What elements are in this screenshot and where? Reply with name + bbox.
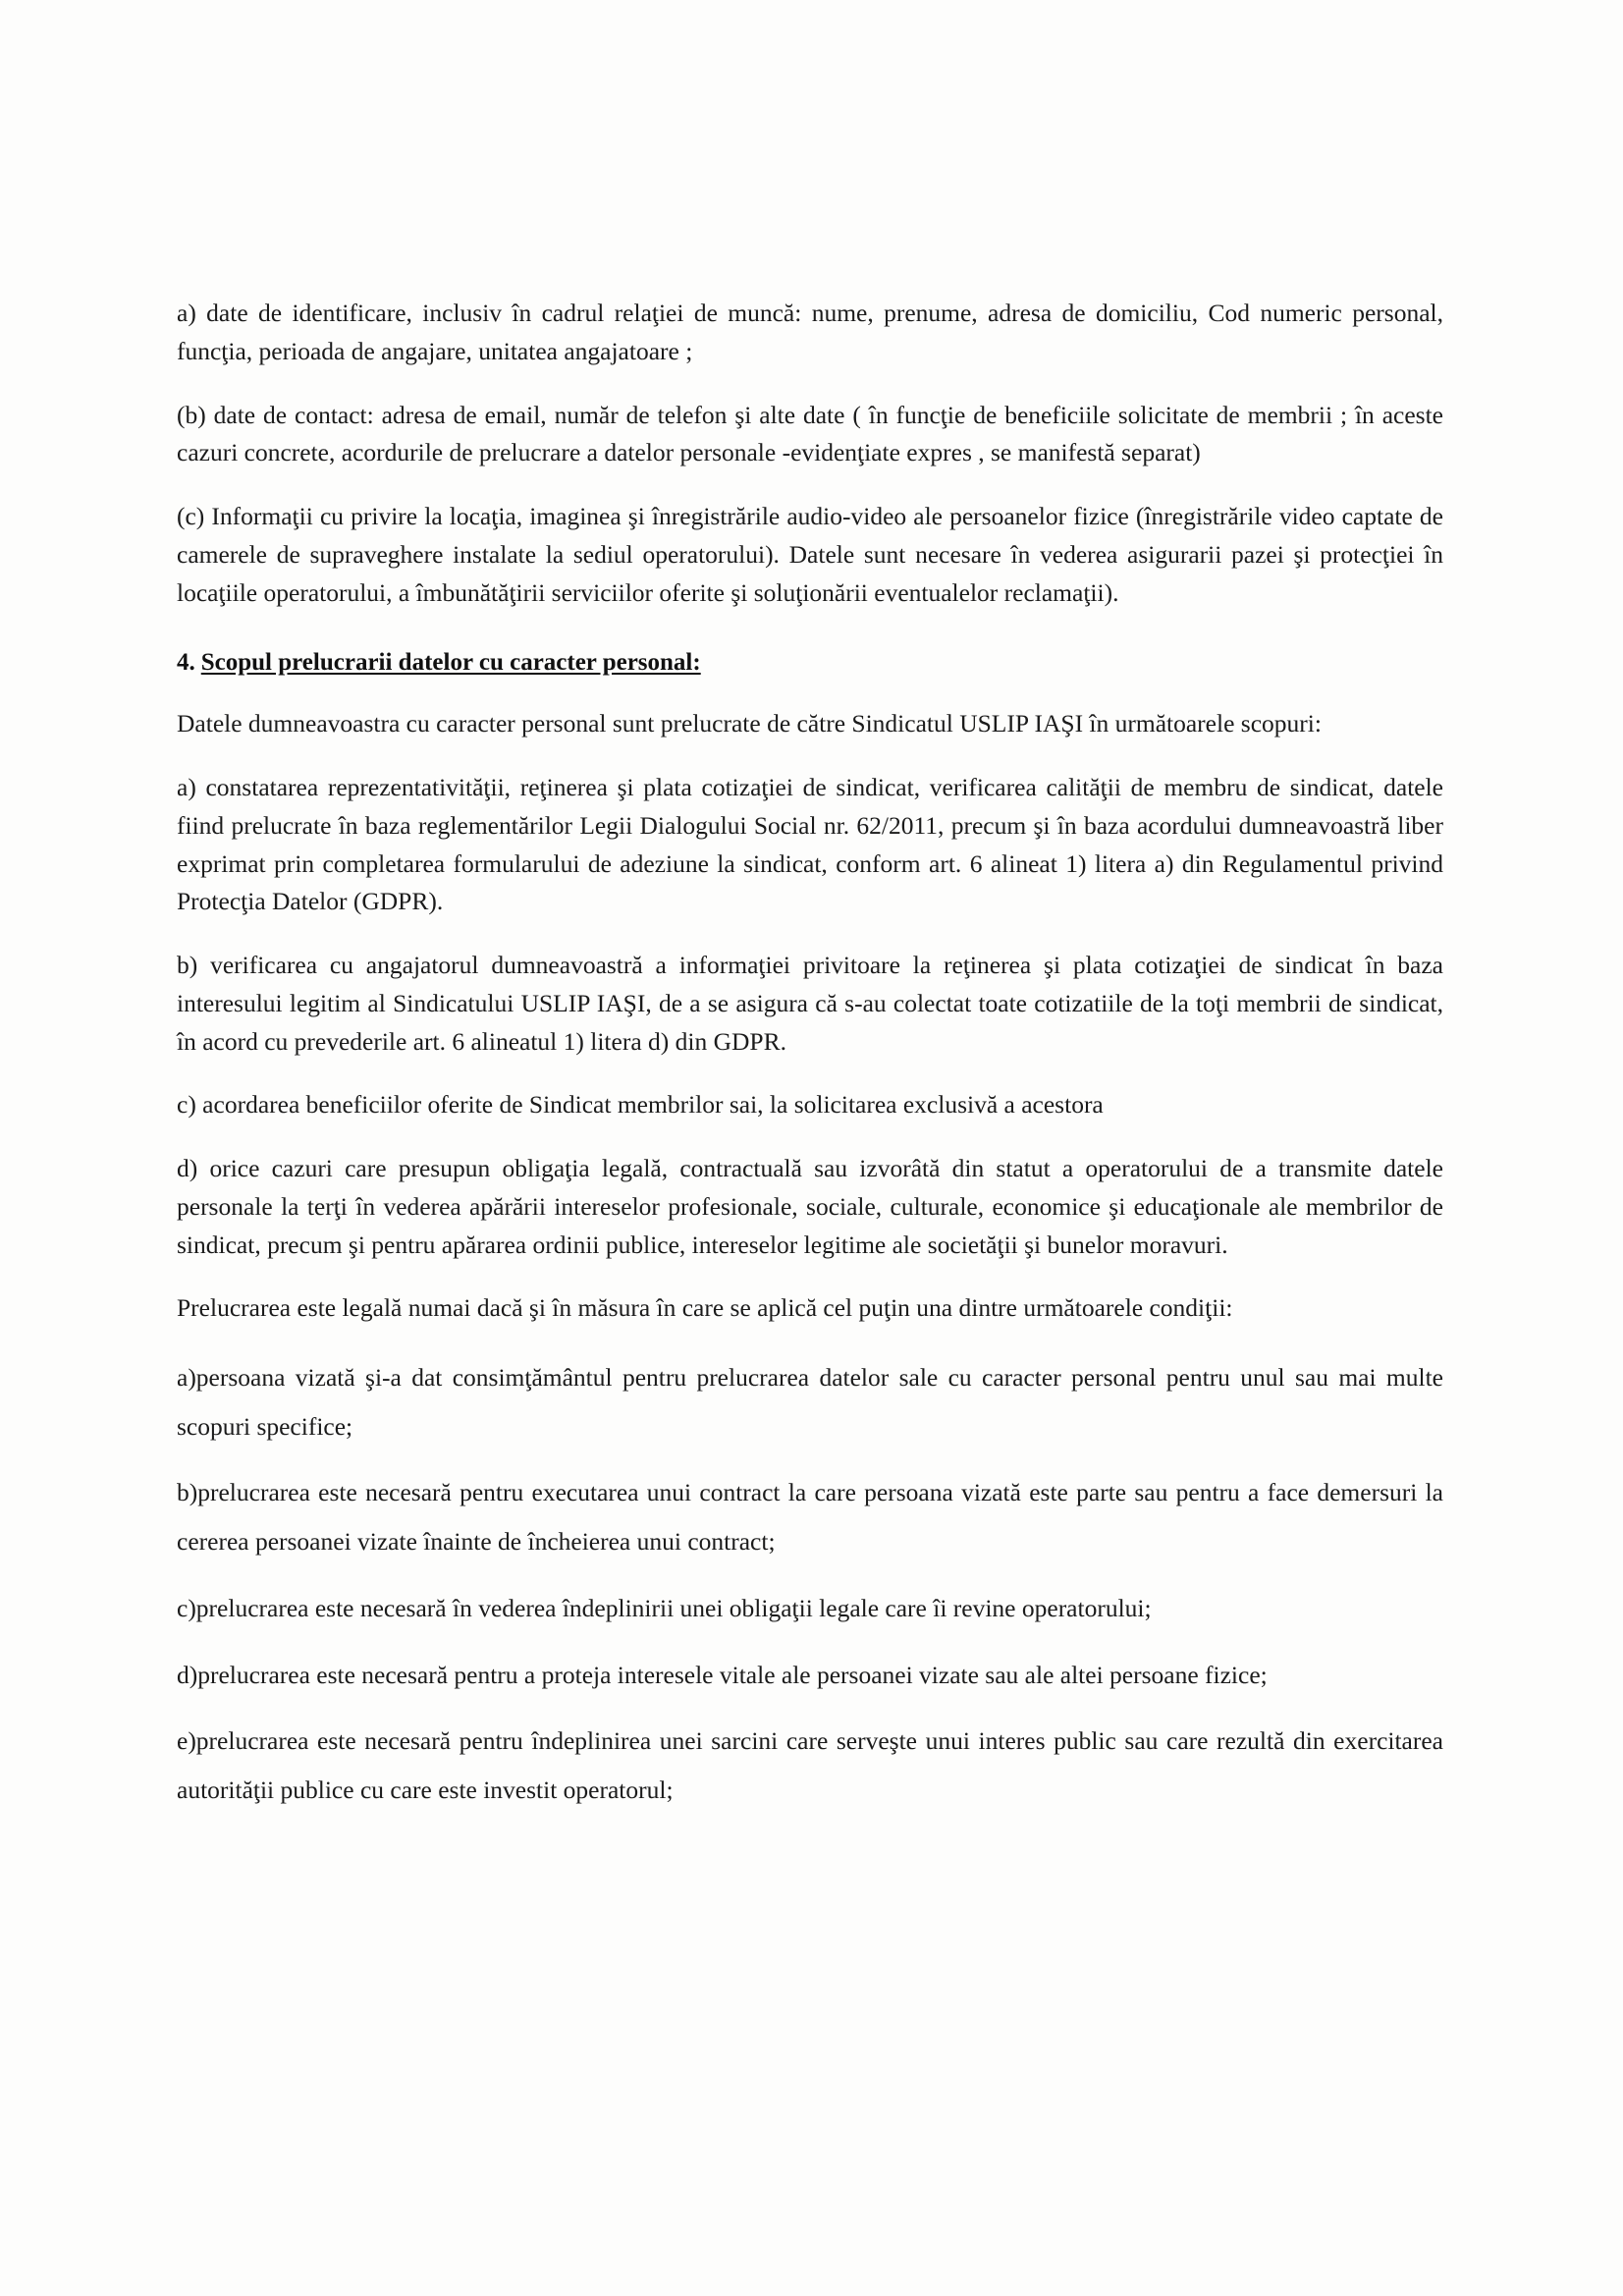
paragraph-prelucrare-legala: Prelucrarea este legală numai dacă şi în măsura în care se aplică cel puţin una dintre următoarele condiţii: xyxy=(177,1293,1233,1323)
paragraph-scop-d: d) orice cazuri care presupun obligaţia legală, contractuală sau izvorâtă din statut a operatorului de a transmite datele personale la terţi în vederea apărării intereselor profesionale, sociale, culturale, economice şi educaţionale ale membrilor de sindicat, precum şi pentru apărarea ordinii publice, intereselor legitime ale societăţii şi bunelor moravuri. xyxy=(177,1154,1443,1259)
paragraph-c-informatii-locatie: (c) Informaţii cu privire la locaţia, imaginea şi înregistrările audio-video ale persoanelor fizice (înregistrările video captate de camerele de supraveghere instalate la sediul operatorului). Datele sunt necesare în vederea asigurarii pazei şi protecţiei în locaţiile operatorului, a îmbunătăţirii serviciilor oferite şi soluţionării eventualelor reclamaţii). xyxy=(177,502,1443,607)
paragraph-conditie-b: b)prelucrarea este necesară pentru executarea unui contract la care persoana vizată este parte sau pentru a face demersuri la cererea persoanei vizate înainte de încheierea unui contract; xyxy=(177,1478,1443,1557)
paragraph-scop-b: b) verificarea cu angajatorul dumneavoastră a informaţiei privitoare la reţinerea şi plata cotizaţiei de sindicat în baza interesului legitim al Sindicatului USLIP IAŞI, de a se asigura că s-au colectat toate cotizatiile de la toţi membrii de sindicat, în acord cu prevederile art. 6 alineatul 1) litera d) din GDPR. xyxy=(177,951,1443,1056)
paragraph-conditie-e: e)prelucrarea este necesară pentru îndeplinirea unei sarcini care serveşte unui interes public sau care rezultă din exercitarea autorităţii publice cu care este investit operatorul; xyxy=(177,1726,1443,1805)
paragraph-scop-a: a) constatarea reprezentativităţii, reţinerea şi plata cotizaţiei de sindicat, verificarea calităţii de membru de sindicat, datele fiind prelucrate în baza reglementărilor Legii Dialogului Social nr. 62/2011, precum şi în baza acordului dumneavoastră liber exprimat prin completarea formularului de adeziune la sindicat, conform art. 6 alineat 1) litera a) din Regulamentul privind Protecţia Datelor (GDPR). xyxy=(177,773,1443,916)
paragraph-scop-c: c) acordarea beneficiilor oferite de Sindicat membrilor sai, la solicitarea exclusivă a acestora xyxy=(177,1090,1104,1120)
paragraph-conditie-a: a)persoana vizată şi-a dat consimţământul pentru prelucrarea datelor sale cu caracter personal pentru unul sau mai multe scopuri specifice; xyxy=(177,1363,1443,1441)
paragraph-a-date-identificare: a) date de identificare, inclusiv în cadrul relaţiei de muncă: nume, prenume, adresa de domiciliu, Cod numeric personal, funcţia, perioada de angajare, unitatea angajatoare ; xyxy=(177,299,1443,365)
section-heading-scopul-prelucrarii xyxy=(177,645,1443,680)
document-body xyxy=(177,295,1443,1815)
paragraph-conditie-c: c)prelucrarea este necesară în vederea îndeplinirii unei obligaţii legale care îi revine operatorului; xyxy=(177,1593,1152,1622)
section-heading-title: Scopul prelucrarii datelor cu caracter personal: xyxy=(200,649,701,677)
paragraph-intro-scopuri: Datele dumneavoastra cu caracter personal sunt prelucrate de către Sindicatul USLIP IAŞI în următoarele scopuri: xyxy=(177,709,1322,738)
section-heading-number: 4. xyxy=(177,649,195,677)
paragraph-b-date-contact: (b) date de contact: adresa de email, număr de telefon şi alte date ( în funcţie de beneficiile solicitate de membrii ; în aceste cazuri concrete, acordurile de prelucrare a datelor personale -evidenţiate expres , se manifestă separat) xyxy=(177,400,1443,467)
paragraph-conditie-d: d)prelucrarea este necesară pentru a proteja interesele vitale ale persoanei vizate sau ale altei persoane fizice; xyxy=(177,1660,1268,1689)
